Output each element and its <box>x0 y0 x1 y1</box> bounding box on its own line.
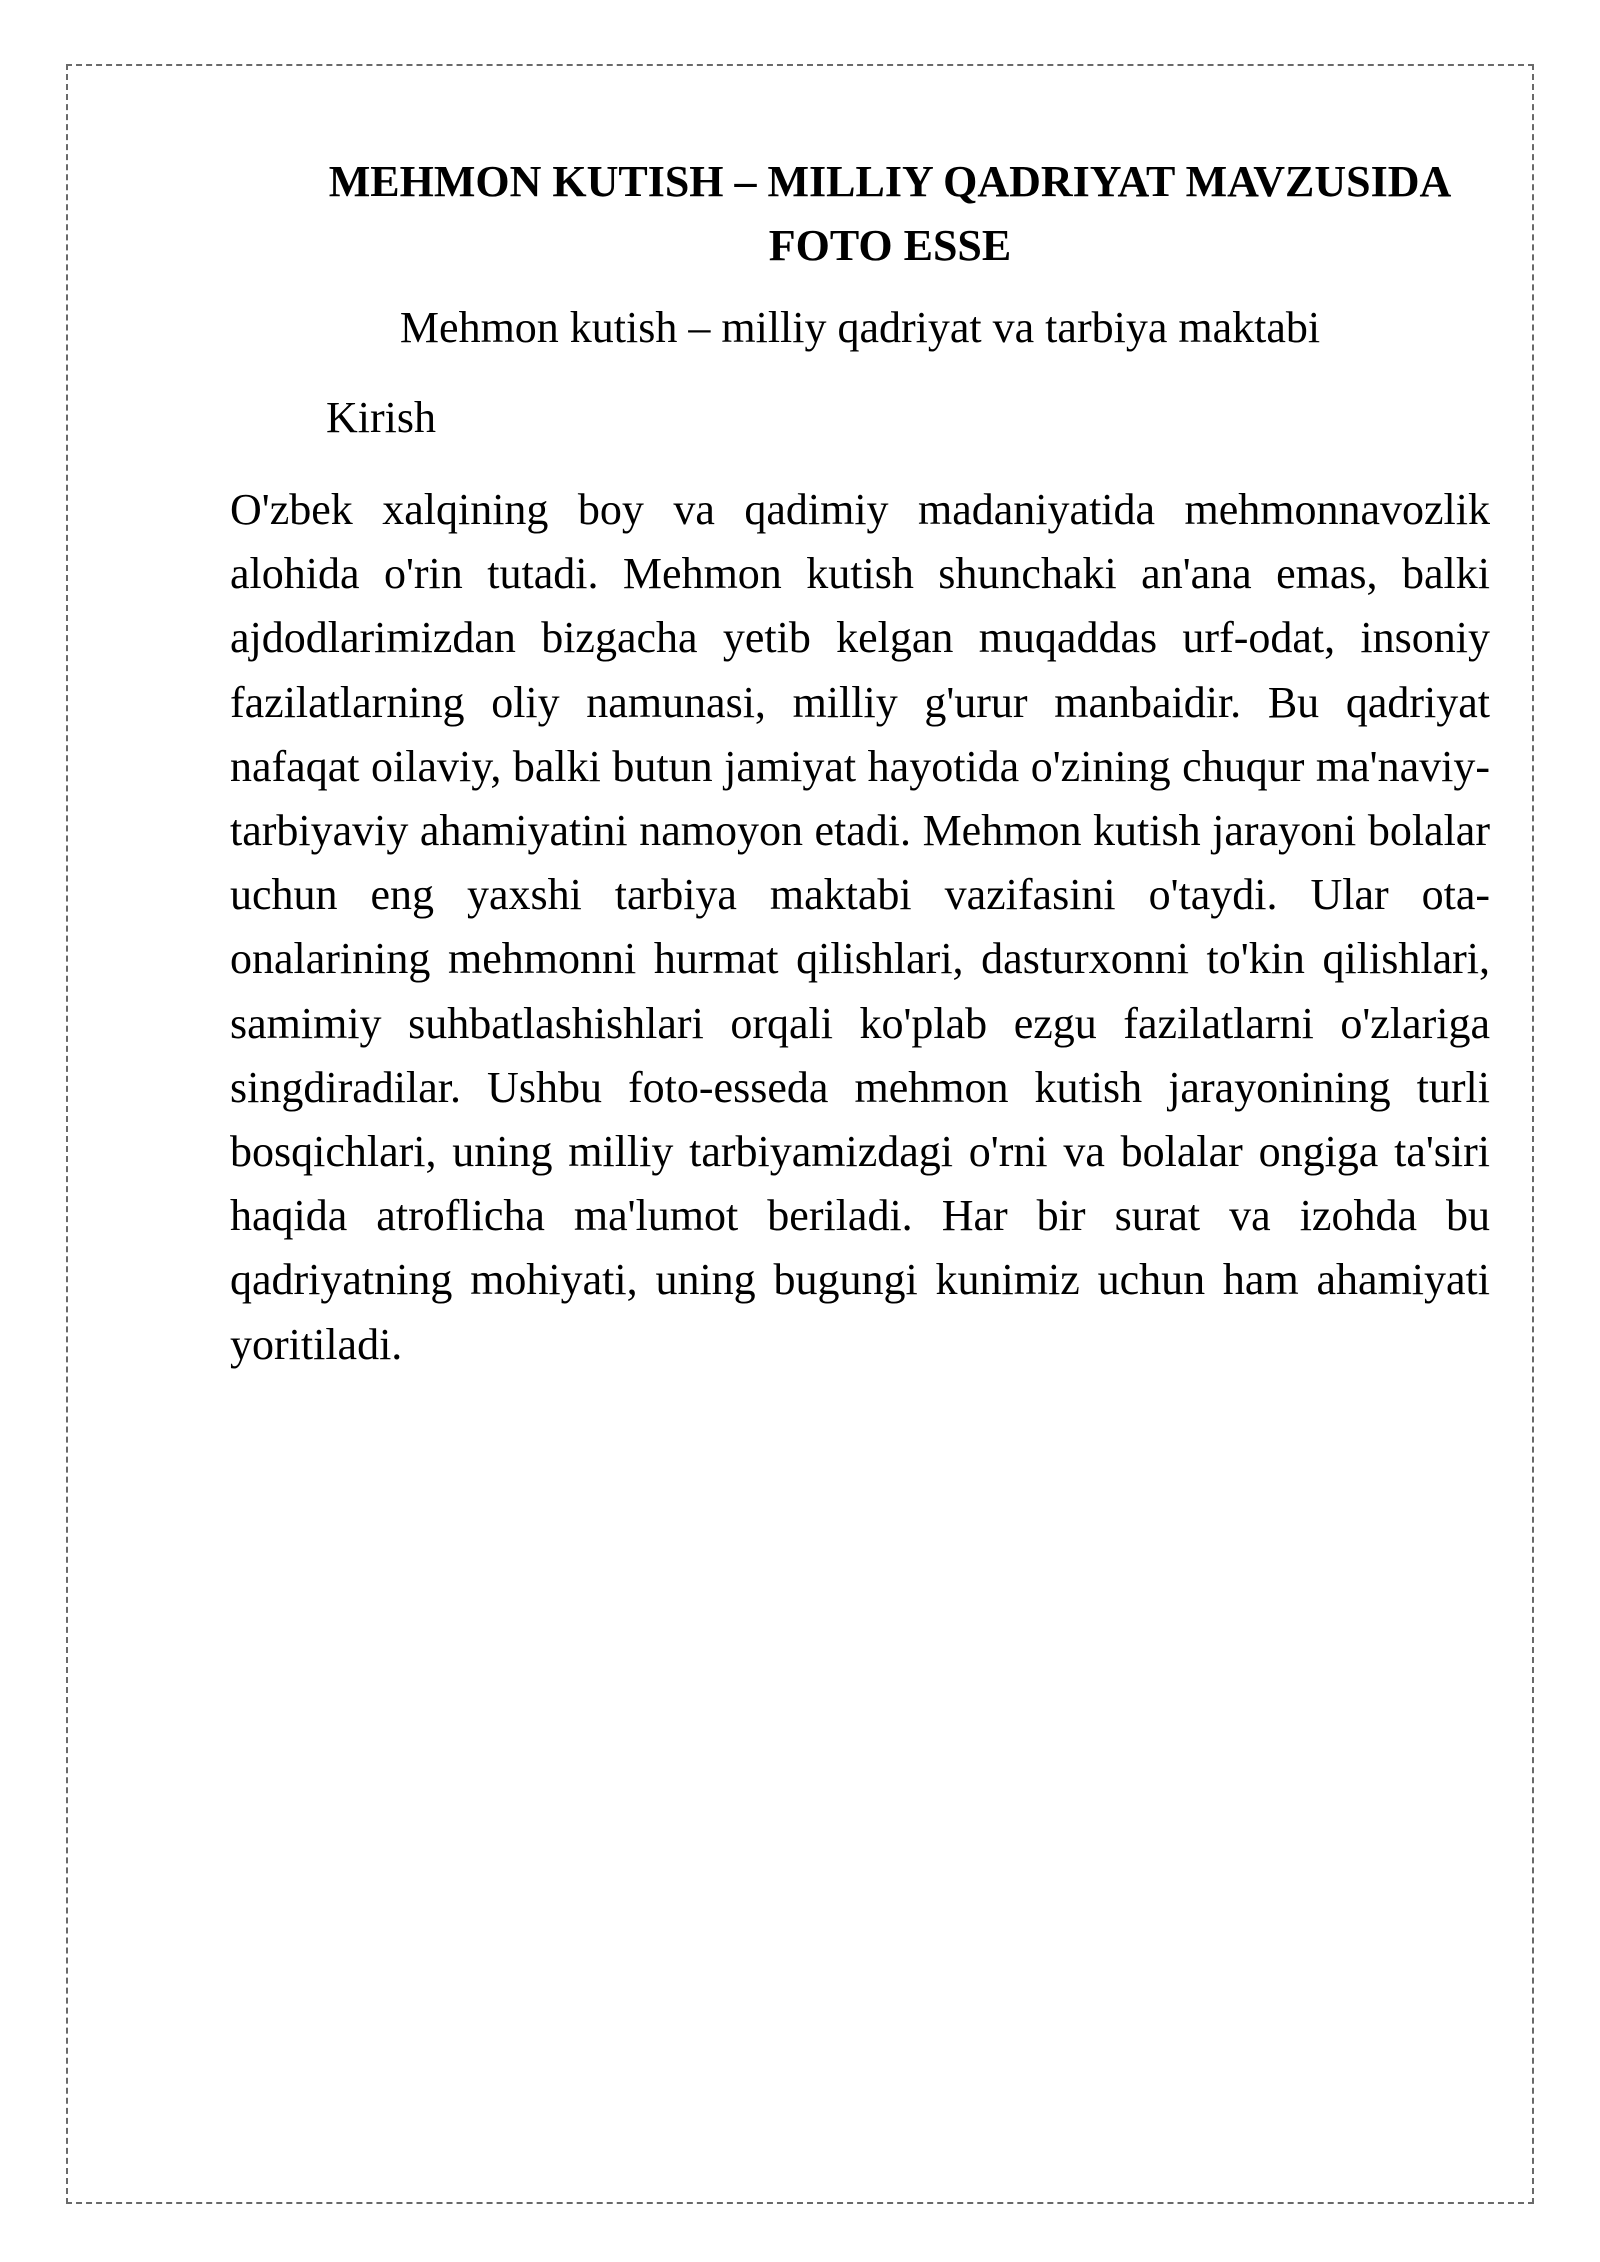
document-body <box>230 150 1490 1377</box>
intro-paragraph: O'zbek xalqining boy va qadimiy madaniyatida mehmonnavozlik alohida o'rin tutadi. Mehmon kutish shunchaki an'ana emas, balki ajdodlarimizdan bizgacha yetib kelgan muqaddas urf-odat, insoniy fazilatlarning oliy namunasi, milliy g'urur manbaidir. Bu qadriyat nafaqat oilaviy, balki butun jamiyat hayotida o'zining chuqur ma'naviy-tarbiyaviy ahamiyatini namoyon etadi. Mehmon kutish jarayoni bolalar uchun eng yaxshi tarbiya maktabi vazifasini o'taydi. Ular ota-onalarining mehmonni hurmat qilishlari, dasturxonni to'kin qilishlari, samimiy suhbatlashishlari orqali ko'plab ezgu fazilatlarni o'zlariga singdiradilar. Ushbu foto-esseda mehmon kutish jarayonining turli bosqichlari, uning milliy tarbiyamizdagi o'rni va bolalar ongiga ta'siri haqida atroflicha ma'lumot beriladi. Har bir surat va izohda bu qadriyatning mohiyati, uning bugungi kunimiz uchun ham ahamiyati yoritiladi. <box>230 485 1490 1369</box>
document-title: MEHMON KUTISH – MILLIY QADRIYAT MAVZUSIDA FOTO ESSE <box>328 157 1452 270</box>
document-subtitle: Mehmon kutish – milliy qadriyat va tarbiya maktabi <box>399 303 1321 352</box>
section-heading: Kirish <box>326 393 436 442</box>
